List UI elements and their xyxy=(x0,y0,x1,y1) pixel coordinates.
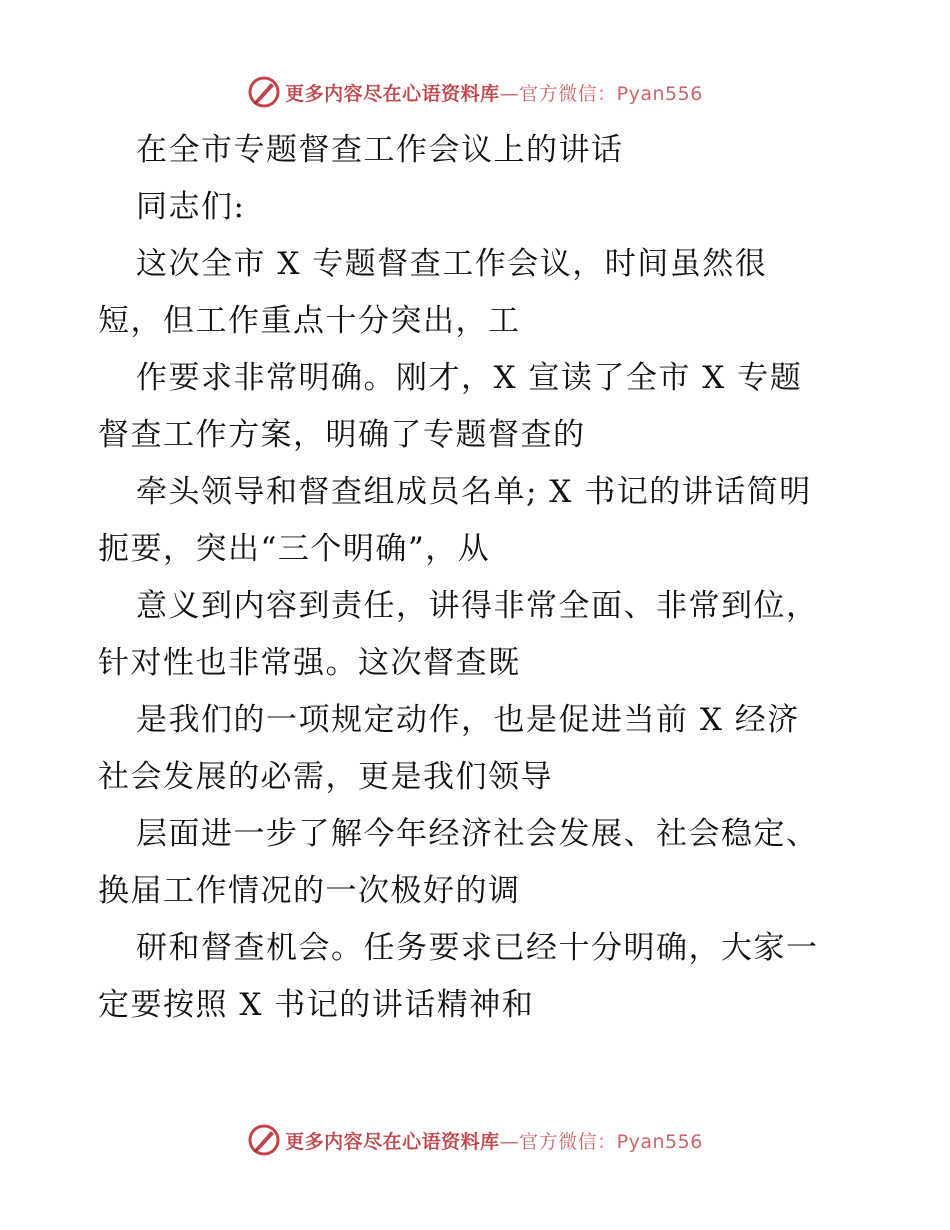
text-line: 扼要，突出“三个明确”，从 xyxy=(98,531,491,567)
banner-wechat: 官方微信：Pyan556 xyxy=(519,82,703,105)
text-line: 研和督查机会。任务要求已经十分明确，大家一 xyxy=(136,930,819,966)
quill-pen-logo-icon xyxy=(247,1123,281,1157)
banner-dash: — xyxy=(499,82,520,105)
text-line: 这次全市 X 专题督查工作会议，时间虽然很 xyxy=(136,246,768,282)
quill-pen-logo-icon xyxy=(247,75,281,109)
text-line: 层面进一步了解今年经济社会发展、社会稳定、 xyxy=(136,816,819,852)
document-body xyxy=(98,122,878,1034)
text-line: 社会发展的必需，更是我们领导 xyxy=(98,759,553,795)
banner-text xyxy=(285,79,703,106)
text-line: 作要求非常明确。刚才，X 宣读了全市 X 专题 xyxy=(136,360,803,396)
text-line: 短，但工作重点十分突出，工 xyxy=(98,303,521,339)
document-title: 在全市专题督查工作会议上的讲话 xyxy=(136,132,624,168)
banner-site-name: 更多内容尽在心语资料库 xyxy=(285,82,500,105)
banner-wechat: 官方微信：Pyan556 xyxy=(519,1130,703,1153)
text-line: 意义到内容到责任，讲得非常全面、非常到位， xyxy=(136,588,819,624)
text-line: 牵头领导和督查组成员名单; X 书记的讲话简明 xyxy=(136,474,812,510)
text-line: 定要按照 X 书记的讲话精神和 xyxy=(98,987,535,1023)
text-line: 针对性也非常强。这次督查既 xyxy=(98,645,521,681)
banner-site-name: 更多内容尽在心语资料库 xyxy=(285,1130,500,1153)
text-line: 督查工作方案，明确了专题督查的 xyxy=(98,417,586,453)
text-line: 是我们的一项规定动作，也是促进当前 X 经济 xyxy=(136,702,800,738)
salutation: 同志们: xyxy=(136,189,246,225)
footer-banner xyxy=(0,1120,950,1160)
text-line: 换届工作情况的一次极好的调 xyxy=(98,873,521,909)
banner-dash: — xyxy=(499,1130,520,1153)
header-banner xyxy=(0,72,950,112)
banner-text xyxy=(285,1127,703,1154)
